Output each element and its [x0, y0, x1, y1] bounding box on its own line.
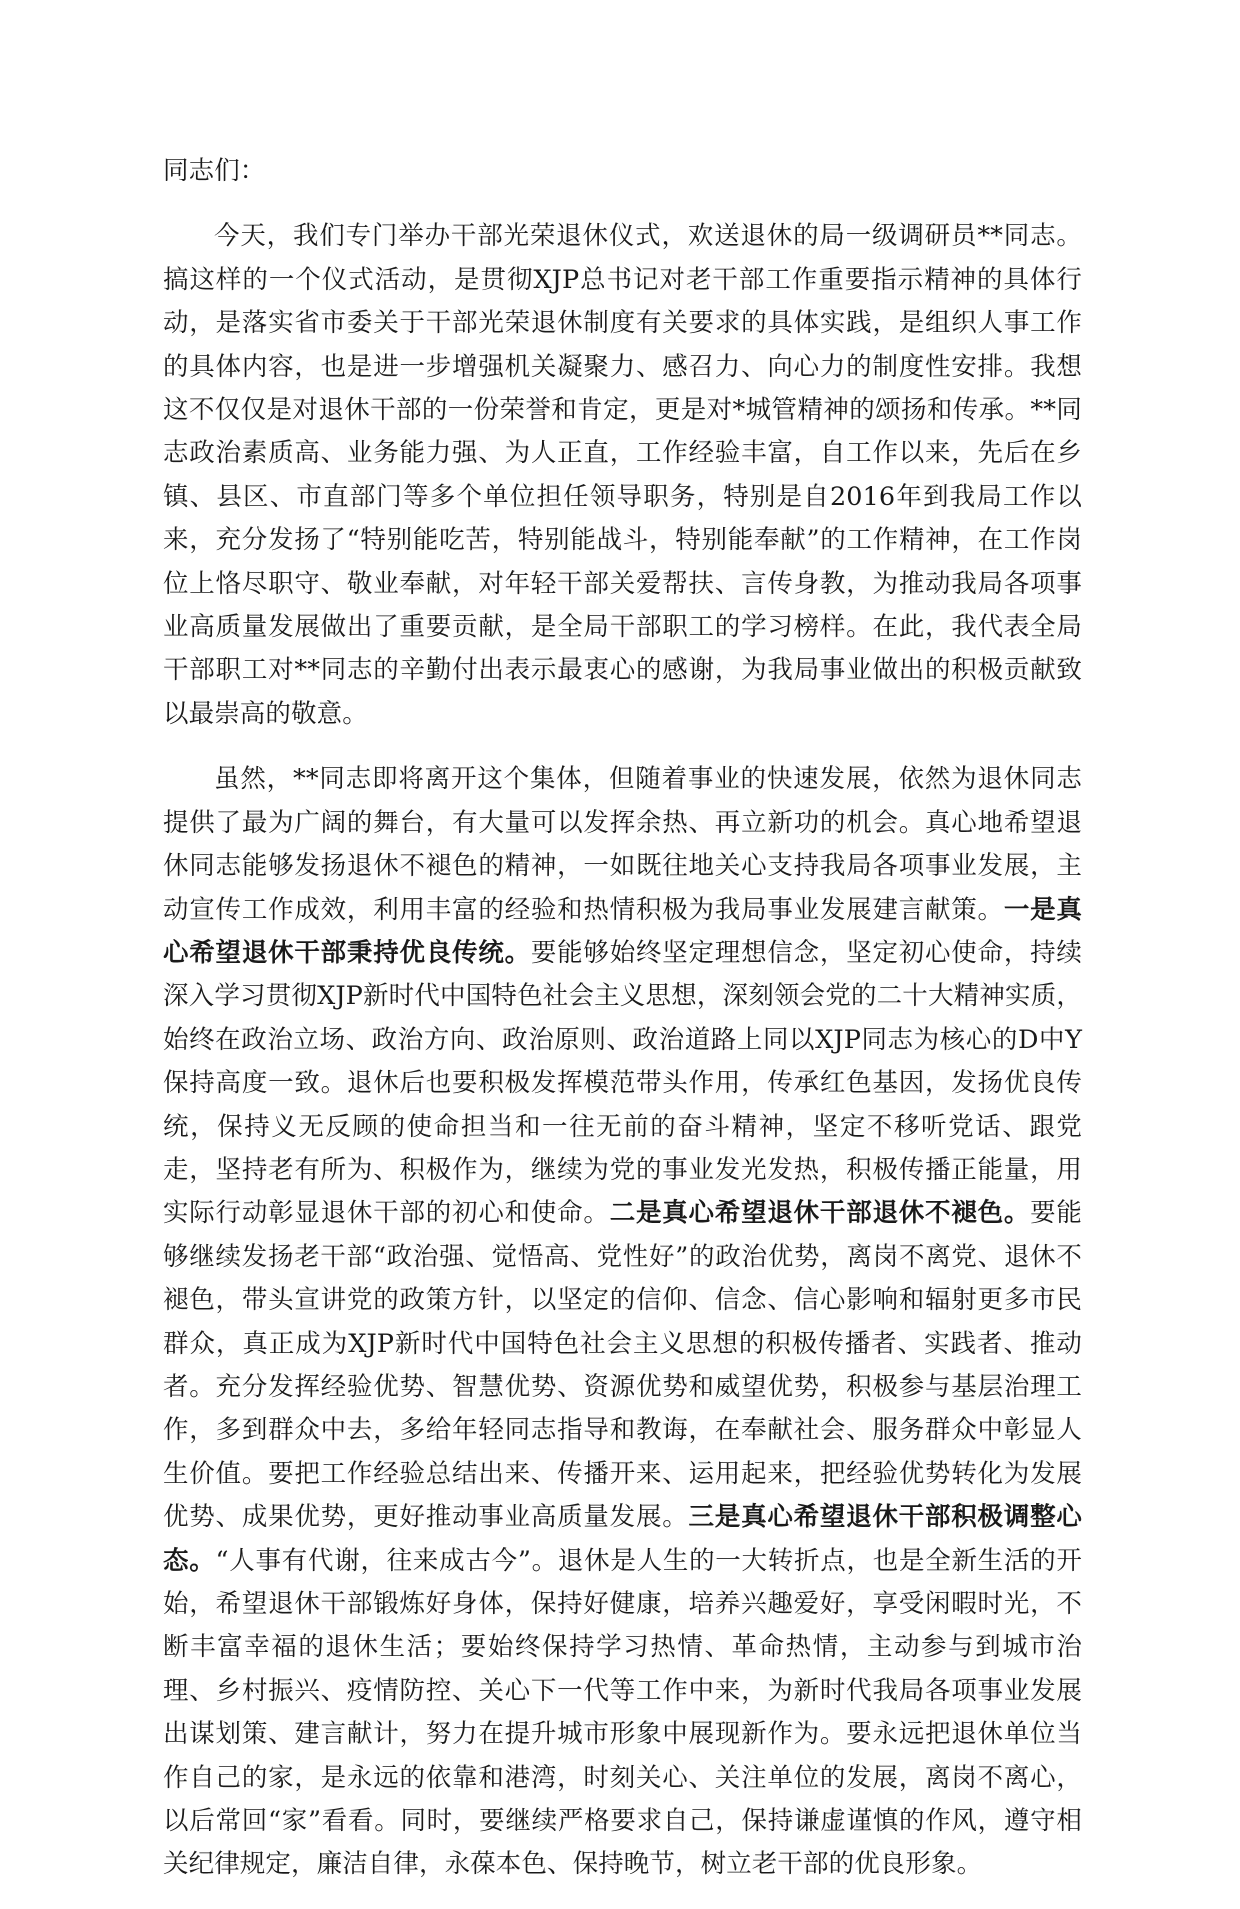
paragraph-2 [163, 758, 1082, 1887]
heading-3: 三是真心希望退休干部积极调整心态。 [163, 1502, 1082, 1576]
salutation: 同志们： [163, 156, 266, 186]
paragraph-2-body-1: 要能够始终坚定理想信念，坚定初心使命，持续深入学习贯彻XJP新时代中国特色社会主义思想，深刻领会党的二十大精神实质，始终在政治立场、政治方向、政治原则、政治道路上同以XJP同志为核心的D中Y保持高度一致。退休后也要积极发挥模范带头作用，传承红色基因，发扬优良传统，保持义无反顾的使命担当和一往无前的奋斗精神，坚定不移听党话、跟党走，坚持老有所为、积极作为，继续为党的事业发光发热，积极传播正能量，用实际行动彰显退休干部的初心和使命。 [163, 937, 1082, 1229]
heading-1: 一是真心希望退休干部秉持优良传统。 [163, 894, 1082, 968]
heading-2: 二是真心希望退休干部退休不褪色。 [609, 1198, 1031, 1229]
paragraph-2-body-2: 要能够继续发扬老干部“政治强、觉悟高、党性好”的政治优势，离岗不离党、退休不褪色，带头宣讲党的政策方针，以坚定的信仰、信念、信心影响和辐射更多市民群众，真正成为XJP新时代中国特色社会主义思想的积极传播者、实践者、推动者。充分发挥经验优势、智慧优势、资源优势和威望优势，积极参与基层治理工作，多到群众中去，多给年轻同志指导和教诲，在奉献社会、服务群众中彰显人生价值。要把工作经验总结出来、传播开来、运用起来，把经验优势转化为发展优势、成果优势，更好推动事业高质量发展。 [163, 1198, 1083, 1533]
paragraph-2-body-3: “人事有代谢，往来成古今”。退休是人生的一大转折点，也是全新生活的开始，希望退休干部锻炼好身体，保持好健康，培养兴趣爱好，享受闲暇时光，不断丰富幸福的退休生活；要始终保持学习热情、革命热情，主动参与到城市治理、乡村振兴、疫情防控、关心下一代等工作中来，为新时代我局各项事业发展出谋划策、建言献计，努力在提升城市形象中展现新作为。要永远把退休单位当作自己的家，是永远的依靠和港湾，时刻关心、关注单位的发展，离岗不离心，以后常回“家”看看。同时，要继续严格要求自己，保持谦虚谨慎的作风，遵守相关纪律规定，廉洁自律，永葆本色、保持晚节，树立老干部的优良形象。 [163, 1545, 1082, 1880]
paragraph-2-intro: 虽然，**同志即将离开这个集体，但随着事业的快速发展，依然为退休同志提供了最为广阔的舞台，有大量可以发挥余热、再立新功的机会。真心地希望退休同志能够发扬退休不褪色的精神，一如既往地关心支持我局各项事业发展，主动宣传工作成效，利用丰富的经验和热情积极为我局事业发展建言献策。 [163, 764, 1082, 925]
document-page [163, 150, 1082, 1909]
paragraph-1: 今天，我们专门举办干部光荣退休仪式，欢送退休的局一级调研员**同志。搞这样的一个仪式活动，是贯彻XJP总书记对老干部工作重要指示精神的具体行动，是落实省市委关于干部光荣退休制度有关要求的具体实践，是组织人事工作的具体内容，也是进一步增强机关凝聚力、感召力、向心力的制度性安排。我想这不仅仅是对退休干部的一份荣誉和肯定，更是对*城管精神的颂扬和传承。**同志政治素质高、业务能力强、为人正直，工作经验丰富，自工作以来，先后在乡镇、县区、市直部门等多个单位担任领导职务，特别是自2016年到我局工作以来，充分发扬了“特别能吃苦，特别能战斗，特别能奉献”的工作精神，在工作岗位上恪尽职守、敬业奉献，对年轻干部关爱帮扶、言传身教，为推动我局各项事业高质量发展做出了重要贡献，是全局干部职工的学习榜样。在此，我代表全局干部职工对**同志的辛勤付出表示最衷心的感谢，为我局事业做出的积极贡献致以最崇高的敬意。 [163, 221, 1082, 729]
